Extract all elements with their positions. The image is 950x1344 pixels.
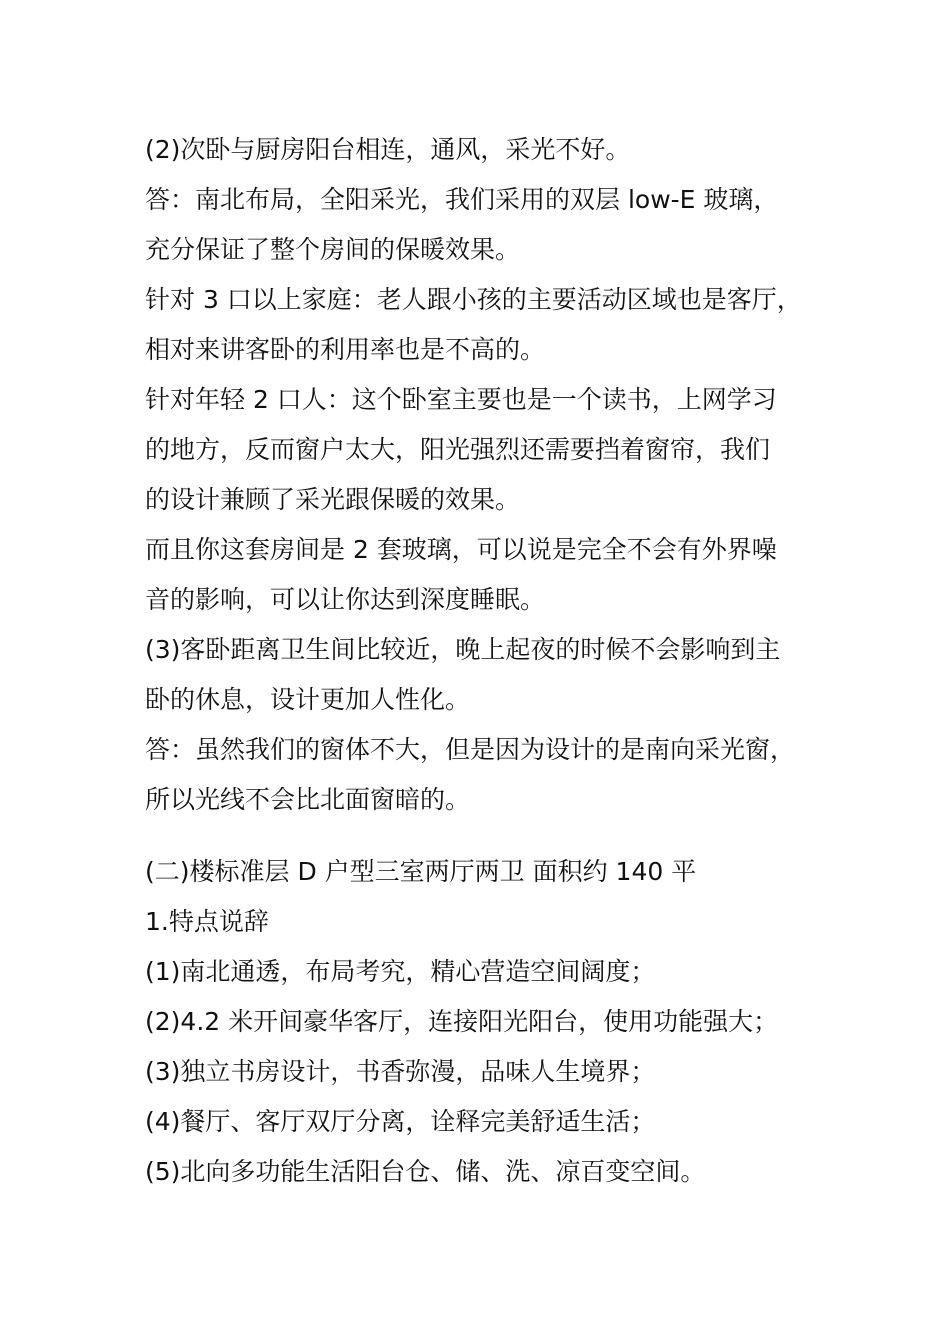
subsection-heading: 1.特点说辞 — [145, 907, 269, 936]
text-line: 所以光线不会比北面窗暗的。 — [145, 785, 471, 814]
text-line: (2)次卧与厨房阳台相连，通风，采光不好。 — [145, 135, 631, 164]
list-item: (2)4.2 米开间豪华客厅，连接阳光阳台，使用功能强大； — [145, 1007, 779, 1036]
text-line: 的设计兼顾了采光跟保暖的效果。 — [145, 485, 521, 514]
text-line: 音的影响，可以让你达到深度睡眠。 — [145, 585, 546, 614]
list-item: (5)北向多功能生活阳台仓、储、洗、凉百变空间。 — [145, 1157, 706, 1186]
list-item: (3)独立书房设计，书香弥漫，品味人生境界； — [145, 1057, 656, 1086]
text-line: 而且你这套房间是 2 套玻璃，可以说是完全不会有外界噪 — [145, 535, 777, 564]
text-line: 答：虽然我们的窗体不大，但是因为设计的是南向采光窗， — [145, 735, 796, 764]
text-line: 的地方，反而窗户太大，阳光强烈还需要挡着窗帘，我们 — [145, 435, 771, 464]
list-item: (1)南北通透，布局考究，精心营造空间阔度； — [145, 957, 656, 986]
text-line: 答：南北布局，全阳采光，我们采用的双层 low-E 玻璃， — [145, 185, 779, 214]
text-line: 卧的休息，设计更加人性化。 — [145, 685, 471, 714]
section-heading: (二)楼标准层 D 户型三室两厅两卫 面积约 140 平 — [145, 857, 697, 886]
text-line: 针对 3 口以上家庭：老人跟小孩的主要活动区域也是客厅， — [145, 285, 802, 314]
text-line: 充分保证了整个房间的保暖效果。 — [145, 235, 521, 264]
list-item: (4)餐厅、客厅双厅分离，诠释完美舒适生活； — [145, 1107, 656, 1136]
text-line: 相对来讲客卧的利用率也是不高的。 — [145, 335, 546, 364]
text-line: (3)客卧距离卫生间比较近，晚上起夜的时候不会影响到主 — [145, 635, 781, 664]
text-line: 针对年轻 2 口人：这个卧室主要也是一个读书，上网学习 — [145, 385, 777, 414]
